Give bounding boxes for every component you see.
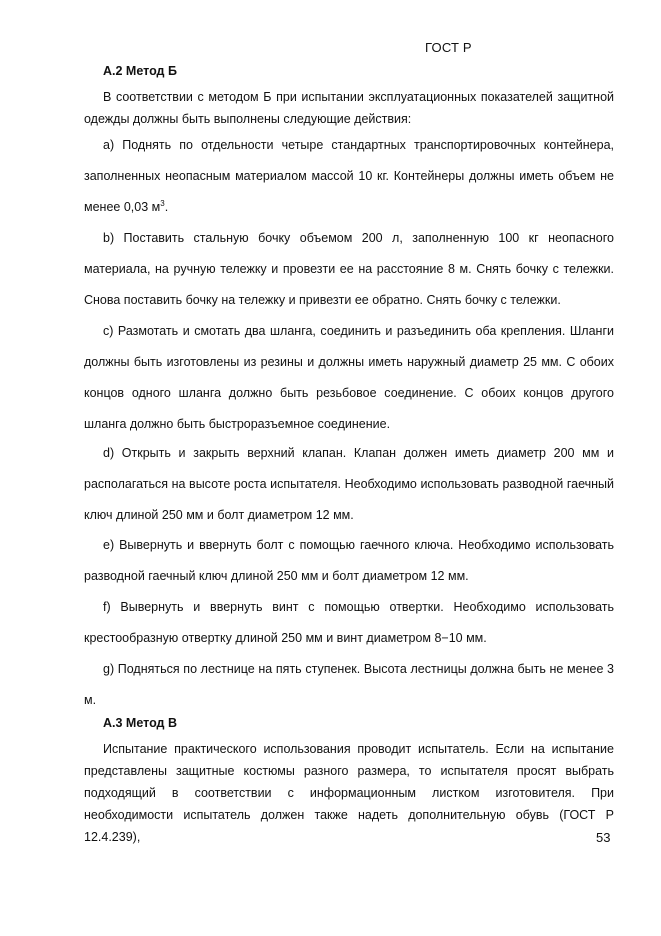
page-header: ГОСТ Р (425, 40, 472, 55)
page-number: 53 (596, 830, 611, 845)
section-a3-text: Испытание практического использования проводит испытатель. Если на испытание представлены защитные костюмы разного размера, то испытателя просят выбрать подходящий в соответствии с информационным листком изготовителя. При необходимости испытатель должен также надеть дополнительную обувь (ГОСТ Р 12.4.239), (84, 742, 614, 844)
list-item-a-text: а) Поднять по отдельности четыре стандартных транспортировочных контейнера, заполненных неопасным материалом массой 10 кг. Контейнеры должны иметь объем не менее 0,03 м (84, 138, 614, 214)
list-item-f: f) Вывернуть и ввернуть винт с помощью отвертки. Необходимо использовать крестообразную отвертку длиной 250 мм и винт диаметром 8−10 мм. (84, 600, 614, 645)
intro-text: В соответствии с методом Б при испытании эксплуатационных показателей защитной одежды должны быть выполнены следующие действия: (84, 90, 614, 126)
section-heading-a2: А.2 Метод Б (103, 64, 177, 78)
list-item-d: d) Открыть и закрыть верхний клапан. Клапан должен иметь диаметр 200 мм и располагаться на высоте роста испытателя. Необходимо использовать разводной гаечный ключ длиной 250 мм и болт диаметром 12 мм. (84, 446, 614, 522)
list-item-c: с) Размотать и смотать два шланга, соединить и разъединить оба крепления. Шланги должны быть изготовлены из резины и должны иметь наружный диаметр 25 мм. С обоих концов одного шланга должно быть резьбовое соединение. С обоих концов другого шланга должно быть быстроразъемное соединение. (84, 324, 614, 431)
superscript-3: 3 (160, 198, 165, 208)
list-item-b: b) Поставить стальную бочку объемом 200 л, заполненную 100 кг неопасного материала, на ручную тележку и провезти ее на расстояние 8 м. Снять бочку с тележки. Снова поставить бочку на тележку и привезти ее обратно. Снять бочку с тележки. (84, 231, 614, 307)
section-a2-intro (84, 87, 614, 130)
list-item-a-end: . (164, 200, 169, 214)
section-heading-a3: А.3 Метод В (103, 716, 177, 730)
list-item-e: е) Вывернуть и ввернуть болт с помощью гаечного ключа. Необходимо использовать разводной гаечный ключ длиной 250 мм и болт диаметром 12 мм. (84, 538, 614, 583)
list-item-a (84, 130, 614, 223)
list-item-g: g) Подняться по лестнице на пять ступенек. Высота лестницы должна быть не менее 3 м. (84, 662, 614, 707)
